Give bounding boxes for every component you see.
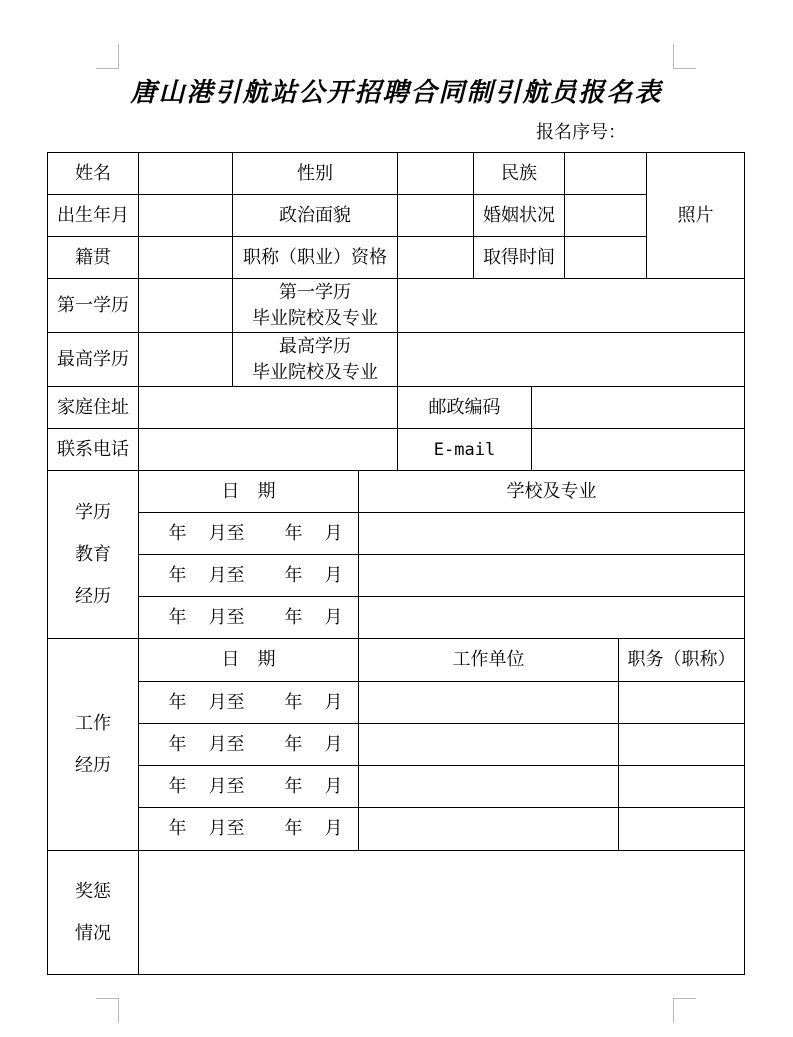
address-field[interactable] [139, 387, 398, 429]
email-field[interactable] [532, 429, 745, 471]
education-history-label-line2: 教育 [75, 543, 111, 565]
work-unit-header: 工作单位 [359, 639, 619, 682]
phone-field[interactable] [139, 429, 398, 471]
work-date-cell[interactable]: 年 月至 年 月 [139, 808, 359, 851]
edu-date-cell[interactable]: 年 月至 年 月 [139, 555, 359, 597]
edu-school-header: 学校及专业 [359, 471, 745, 513]
title-qualification-field[interactable] [398, 237, 474, 279]
highest-school-label-line2: 毕业院校及专业 [252, 361, 378, 383]
marital-field[interactable] [565, 195, 647, 237]
work-unit-field[interactable] [359, 682, 619, 724]
ethnicity-label: 民族 [474, 153, 565, 195]
highest-degree-label: 最高学历 [48, 333, 139, 387]
photo-box[interactable]: 照片 [647, 153, 745, 279]
first-school-label-line1: 第一学历 [279, 281, 351, 303]
postcode-field[interactable] [532, 387, 745, 429]
title-qualification-label: 职称（职业）资格 [233, 237, 398, 279]
basic-info-table [47, 152, 745, 279]
work-date-header: 日 期 [139, 639, 359, 682]
gender-label: 性别 [233, 153, 398, 195]
birth-field[interactable] [139, 195, 233, 237]
edu-school-field[interactable] [359, 513, 745, 555]
first-degree-label: 第一学历 [48, 279, 139, 333]
ethnicity-field[interactable] [565, 153, 647, 195]
first-school-field[interactable] [398, 279, 745, 333]
edu-date-cell[interactable]: 年 月至 年 月 [139, 513, 359, 555]
obtained-time-field[interactable] [565, 237, 647, 279]
political-label: 政治面貌 [233, 195, 398, 237]
birth-label: 出生年月 [48, 195, 139, 237]
work-position-field[interactable] [619, 724, 745, 766]
work-history-label [48, 639, 139, 851]
awards-field[interactable] [139, 851, 745, 975]
work-history-label-line1: 工作 [75, 712, 111, 734]
education-contact-table [47, 278, 745, 471]
edu-date-header: 日 期 [139, 471, 359, 513]
serial-number-label: 报名序号： [536, 122, 626, 143]
work-unit-field[interactable] [359, 808, 619, 851]
crop-mark-top-left [96, 44, 119, 69]
edu-school-field[interactable] [359, 555, 745, 597]
postcode-label: 邮政编码 [398, 387, 532, 429]
first-school-label [233, 279, 398, 333]
address-label: 家庭住址 [48, 387, 139, 429]
awards-label [48, 851, 139, 975]
work-date-cell[interactable]: 年 月至 年 月 [139, 724, 359, 766]
edu-date-cell[interactable]: 年 月至 年 月 [139, 597, 359, 639]
work-unit-field[interactable] [359, 766, 619, 808]
crop-mark-bottom-right [673, 998, 696, 1023]
form-title: 唐山港引航站公开招聘合同制引航员报名表 [130, 78, 663, 108]
work-position-field[interactable] [619, 682, 745, 724]
highest-school-label [233, 333, 398, 387]
awards-label-line1: 奖惩 [75, 880, 111, 902]
work-position-field[interactable] [619, 766, 745, 808]
email-label: E-mail [398, 429, 532, 471]
first-school-label-line2: 毕业院校及专业 [252, 307, 378, 329]
highest-degree-field[interactable] [139, 333, 233, 387]
gender-field[interactable] [398, 153, 474, 195]
work-history-table [47, 638, 745, 851]
work-date-cell[interactable]: 年 月至 年 月 [139, 682, 359, 724]
crop-mark-top-right [673, 44, 696, 69]
obtained-time-label: 取得时间 [474, 237, 565, 279]
marital-label: 婚姻状况 [474, 195, 565, 237]
awards-table [47, 850, 745, 975]
edu-school-field[interactable] [359, 597, 745, 639]
crop-mark-bottom-left [96, 998, 119, 1023]
registration-form [47, 152, 744, 975]
first-degree-field[interactable] [139, 279, 233, 333]
native-place-field[interactable] [139, 237, 233, 279]
work-history-label-line2: 经历 [75, 754, 111, 776]
phone-label: 联系电话 [48, 429, 139, 471]
education-history-label-line3: 经历 [75, 585, 111, 607]
education-history-table [47, 470, 745, 639]
highest-school-label-line1: 最高学历 [279, 335, 351, 357]
native-place-label: 籍贯 [48, 237, 139, 279]
work-position-field[interactable] [619, 808, 745, 851]
education-history-label [48, 471, 139, 639]
work-position-header: 职务（职称） [619, 639, 745, 682]
work-unit-field[interactable] [359, 724, 619, 766]
work-date-cell[interactable]: 年 月至 年 月 [139, 766, 359, 808]
awards-label-line2: 情况 [75, 922, 111, 944]
name-label: 姓名 [48, 153, 139, 195]
education-history-label-line1: 学历 [75, 501, 111, 523]
highest-school-field[interactable] [398, 333, 745, 387]
political-field[interactable] [398, 195, 474, 237]
name-field[interactable] [139, 153, 233, 195]
